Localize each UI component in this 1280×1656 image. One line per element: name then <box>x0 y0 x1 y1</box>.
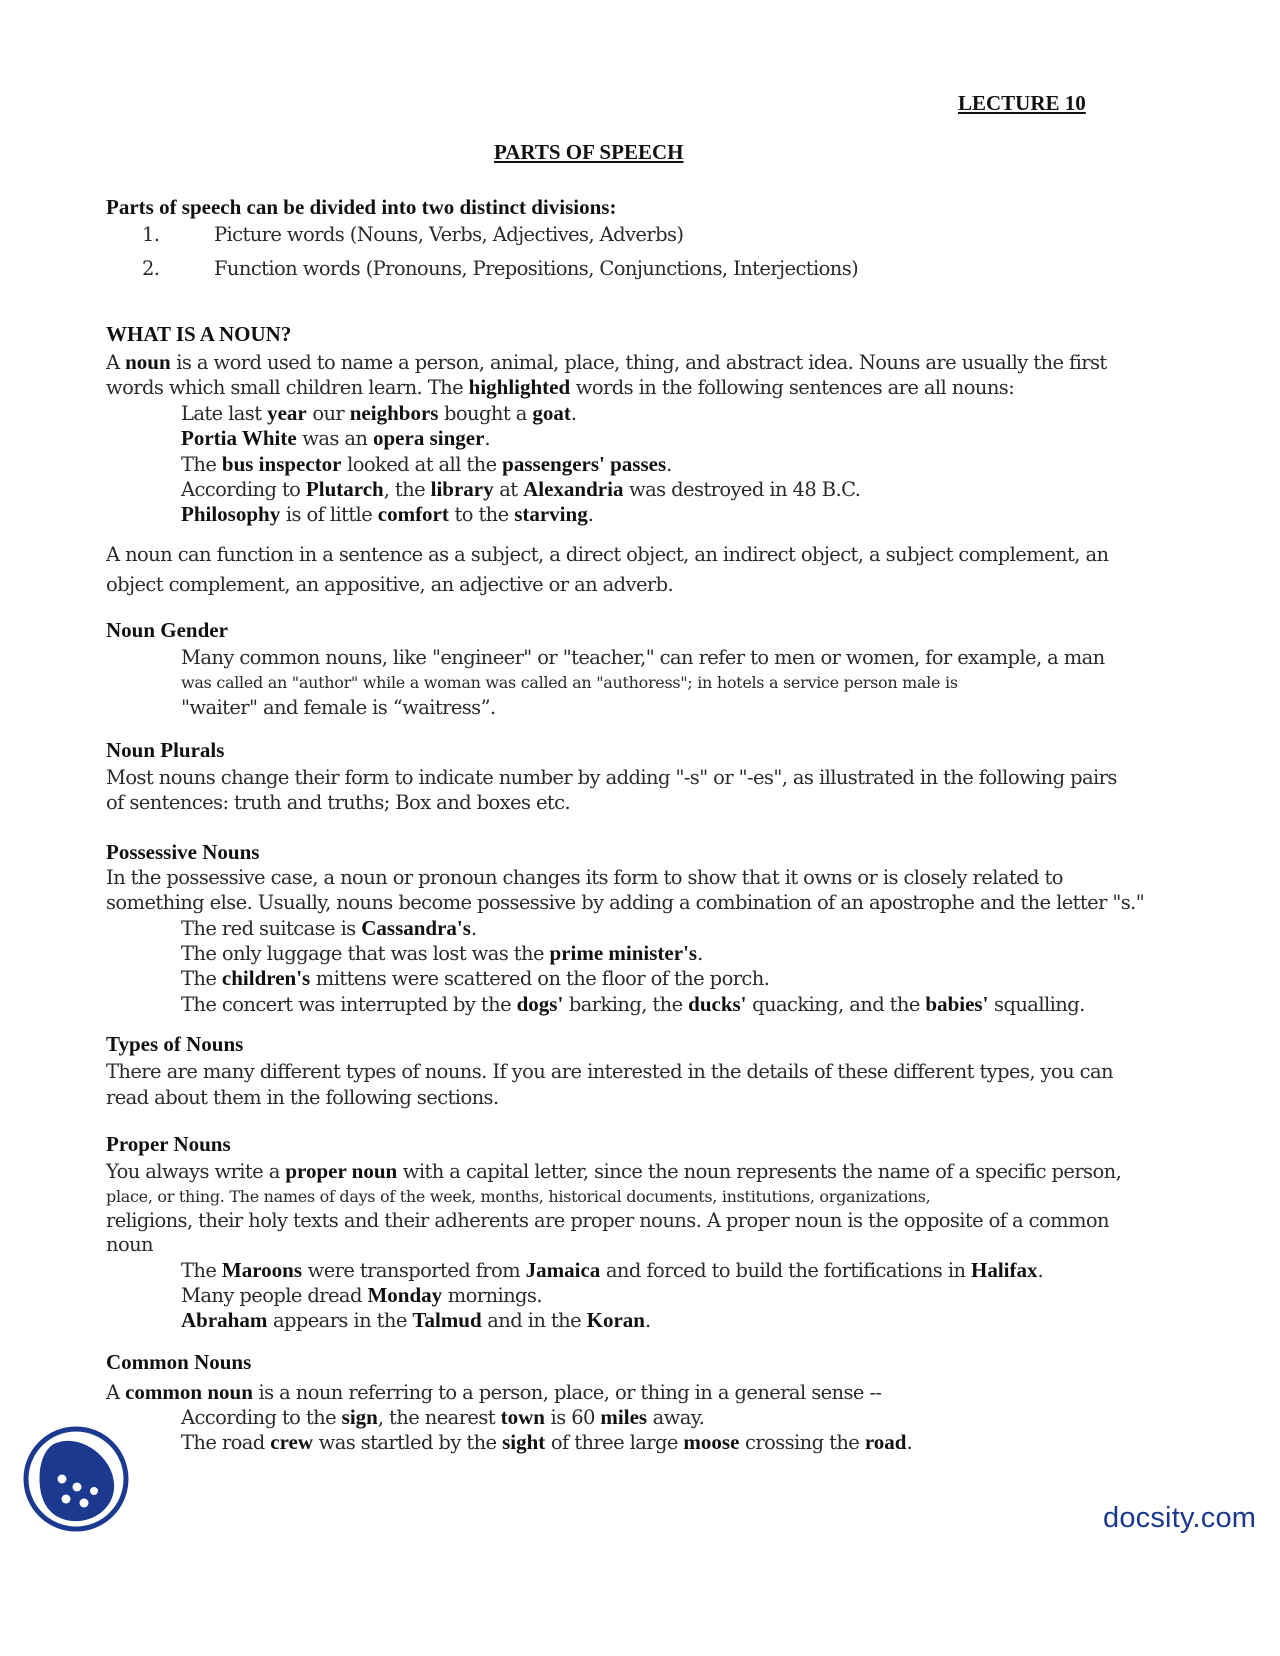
text-run: our <box>306 402 350 425</box>
text-run: squalling. <box>988 993 1085 1016</box>
text-run: The <box>181 453 222 476</box>
text-run: and in the <box>481 1309 587 1332</box>
text-run: The road <box>181 1431 271 1454</box>
bold-term: Cassandra's <box>361 916 471 940</box>
bold-term: Philosophy <box>181 502 281 526</box>
bold-term: dogs' <box>516 992 564 1016</box>
bold-term: Portia White <box>181 426 297 450</box>
text-run: were transported from <box>302 1259 526 1282</box>
section-heading-common: Common Nouns <box>106 1350 252 1374</box>
text-run: mornings. <box>442 1284 542 1307</box>
bold-term: starving <box>514 502 588 526</box>
paragraph-line <box>106 350 1107 375</box>
paragraph-line <box>106 1159 1121 1184</box>
text-run: . <box>1037 1259 1044 1282</box>
text-run: . <box>470 917 477 940</box>
bold-term: passengers' passes <box>502 452 667 476</box>
bold-term: common noun <box>125 1380 253 1404</box>
bold-term: Talmud <box>412 1308 482 1332</box>
bold-term: Plutarch <box>305 477 384 501</box>
bold-term: prime minister's <box>549 941 698 965</box>
section-heading-types: Types of Nouns <box>106 1032 244 1056</box>
list-text: Function words (Pronouns, Prepositions, Conjunctions, Interjections) <box>214 257 859 280</box>
example-sentence <box>181 916 477 941</box>
bold-term: crew <box>270 1430 314 1454</box>
text-run: barking, the <box>563 993 689 1016</box>
text-run: . <box>666 453 672 476</box>
text-run: According to <box>181 478 306 501</box>
example-sentence <box>181 1308 651 1333</box>
text-run: crossing the <box>739 1431 865 1454</box>
bold-term: noun <box>125 350 171 374</box>
text-run: looked at all the <box>341 453 503 476</box>
paragraph-line: read about them in the following sections. <box>106 1086 499 1109</box>
text-run: A <box>106 351 126 374</box>
text-run: words which small children learn. The <box>106 376 469 399</box>
text-run: was destroyed in 48 B.C. <box>623 478 861 501</box>
bold-term: Monday <box>367 1283 443 1307</box>
bold-term: library <box>430 477 494 501</box>
text-run: The only luggage that was lost was the <box>181 942 550 965</box>
example-sentence <box>181 452 672 477</box>
paragraph-line: of sentences: truth and truths; Box and boxes etc. <box>106 791 571 814</box>
bold-term: children's <box>221 966 311 990</box>
text-run: The <box>181 967 222 990</box>
text-run: to the <box>448 503 515 526</box>
list-item <box>142 223 683 246</box>
paragraph-line: noun <box>106 1233 154 1256</box>
paragraph-line: object complement, an appositive, an adjective or an adverb. <box>106 573 674 596</box>
example-sentence <box>181 1430 912 1455</box>
section-heading-possessive: Possessive Nouns <box>106 840 260 864</box>
section-heading-plurals: Noun Plurals <box>106 738 225 762</box>
bold-term: year <box>267 401 307 425</box>
bold-term: comfort <box>377 502 449 526</box>
example-sentence <box>181 941 703 966</box>
bold-term: town <box>500 1405 545 1429</box>
bold-term: highlighted <box>468 375 571 399</box>
bold-term: miles <box>600 1405 648 1429</box>
text-run: . <box>906 1431 913 1454</box>
text-run: . <box>484 427 491 450</box>
paragraph-line: was called an "author" while a woman was called an "authoress"; in hotels a service person male is <box>181 673 958 692</box>
example-sentence <box>181 1258 1043 1283</box>
paragraph-line: There are many different types of nouns. If you are interested in the details of these different types, you can <box>106 1060 1113 1083</box>
paragraph-line: A noun can function in a sentence as a subject, a direct object, an indirect object, a subject complement, an <box>106 543 1109 566</box>
docsity-logo-icon[interactable] <box>22 1425 130 1533</box>
text-run: You always write a <box>106 1160 286 1183</box>
bold-term: babies' <box>925 992 989 1016</box>
text-run: . <box>644 1309 651 1332</box>
text-run: The <box>181 1259 222 1282</box>
text-run: The concert was interrupted by the <box>181 993 517 1016</box>
bold-term: goat <box>532 401 571 425</box>
section-heading-noun: WHAT IS A NOUN? <box>106 322 292 346</box>
text-run: A <box>106 1381 126 1404</box>
text-run: bought a <box>438 402 533 425</box>
bold-term: opera singer <box>373 426 485 450</box>
text-run: away. <box>647 1406 705 1429</box>
intro-heading: Parts of speech can be divided into two distinct divisions: <box>106 195 617 219</box>
list-number: 2. <box>142 257 160 280</box>
bold-term: Koran <box>586 1308 645 1332</box>
text-run: of three large <box>545 1431 684 1454</box>
text-run: . <box>697 942 703 965</box>
section-heading-gender: Noun Gender <box>106 618 228 642</box>
text-run: is a noun referring to a person, place, or thing in a general sense -- <box>252 1381 882 1404</box>
paragraph-line: Many common nouns, like "engineer" or "teacher," can refer to men or women, for example, a man <box>181 646 1105 669</box>
bold-term: Alexandria <box>523 477 624 501</box>
paragraph-line: In the possessive case, a noun or pronoun changes its form to show that it owns or is closely related to <box>106 866 1063 889</box>
text-run: mittens were scattered on the floor of the porch. <box>310 967 770 990</box>
text-run: was startled by the <box>313 1431 503 1454</box>
bold-term: road <box>864 1430 907 1454</box>
bold-term: Abraham <box>181 1308 268 1332</box>
text-run: , the nearest <box>377 1406 501 1429</box>
bold-term: Maroons <box>221 1258 303 1282</box>
bold-term: moose <box>683 1430 740 1454</box>
text-run: quacking, and the <box>746 993 926 1016</box>
list-text: Picture words (Nouns, Verbs, Adjectives, Adverbs) <box>214 223 684 246</box>
text-run: , the <box>383 478 431 501</box>
text-run: and forced to build the fortifications in <box>600 1259 972 1282</box>
list-number: 1. <box>142 223 160 246</box>
text-run: . <box>570 402 577 425</box>
bold-term: proper noun <box>285 1159 398 1183</box>
text-run: with a capital letter, since the noun represents the name of a specific person, <box>397 1160 1122 1183</box>
text-run: appears in the <box>267 1309 413 1332</box>
paragraph-line: religions, their holy texts and their adherents are proper nouns. A proper noun is the opposite of a common <box>106 1209 1109 1232</box>
text-run: is 60 <box>544 1406 601 1429</box>
bold-term: sight <box>502 1430 546 1454</box>
text-run: According to the <box>181 1406 342 1429</box>
docsity-watermark[interactable]: docsity.com <box>1103 1502 1257 1534</box>
paragraph-line: "waiter" and female is “waitress”. <box>181 696 496 719</box>
text-run: is of little <box>280 503 378 526</box>
paragraph-line <box>106 375 1014 400</box>
page-title: PARTS OF SPEECH <box>494 140 684 164</box>
example-sentence <box>181 502 593 527</box>
lecture-number: LECTURE 10 <box>958 91 1086 115</box>
text-run: was an <box>296 427 373 450</box>
text-run: The red suitcase is <box>181 917 362 940</box>
example-sentence <box>181 1405 704 1430</box>
bold-term: ducks' <box>688 992 747 1016</box>
bold-term: neighbors <box>349 401 439 425</box>
paragraph-line: place, or thing. The names of days of the week, months, historical documents, institutions, organizations, <box>106 1187 931 1206</box>
bold-term: Halifax <box>971 1258 1038 1282</box>
bold-term: sign <box>341 1405 378 1429</box>
bold-term: bus inspector <box>221 452 342 476</box>
list-item <box>142 257 858 280</box>
example-sentence <box>181 992 1085 1017</box>
paragraph-line <box>106 1380 881 1405</box>
text-run: is a word used to name a person, animal, place, thing, and abstract idea. Nouns are usually the first <box>170 351 1107 374</box>
example-sentence <box>181 477 860 502</box>
paragraph-line: something else. Usually, nouns become possessive by adding a combination of an apostrophe and the letter "s." <box>106 891 1145 914</box>
example-sentence <box>181 966 769 991</box>
bold-term: Jamaica <box>525 1258 601 1282</box>
text-run: Many people dread <box>181 1284 368 1307</box>
section-heading-proper: Proper Nouns <box>106 1132 231 1156</box>
example-sentence <box>181 401 576 426</box>
text-run: . <box>587 503 594 526</box>
text-run: at <box>493 478 524 501</box>
paragraph-line: Most nouns change their form to indicate number by adding "-s" or "-es", as illustrated in the following pairs <box>106 766 1117 789</box>
text-run: words in the following sentences are all nouns: <box>570 376 1015 399</box>
example-sentence <box>181 426 490 451</box>
example-sentence <box>181 1283 542 1308</box>
text-run: Late last <box>181 402 268 425</box>
